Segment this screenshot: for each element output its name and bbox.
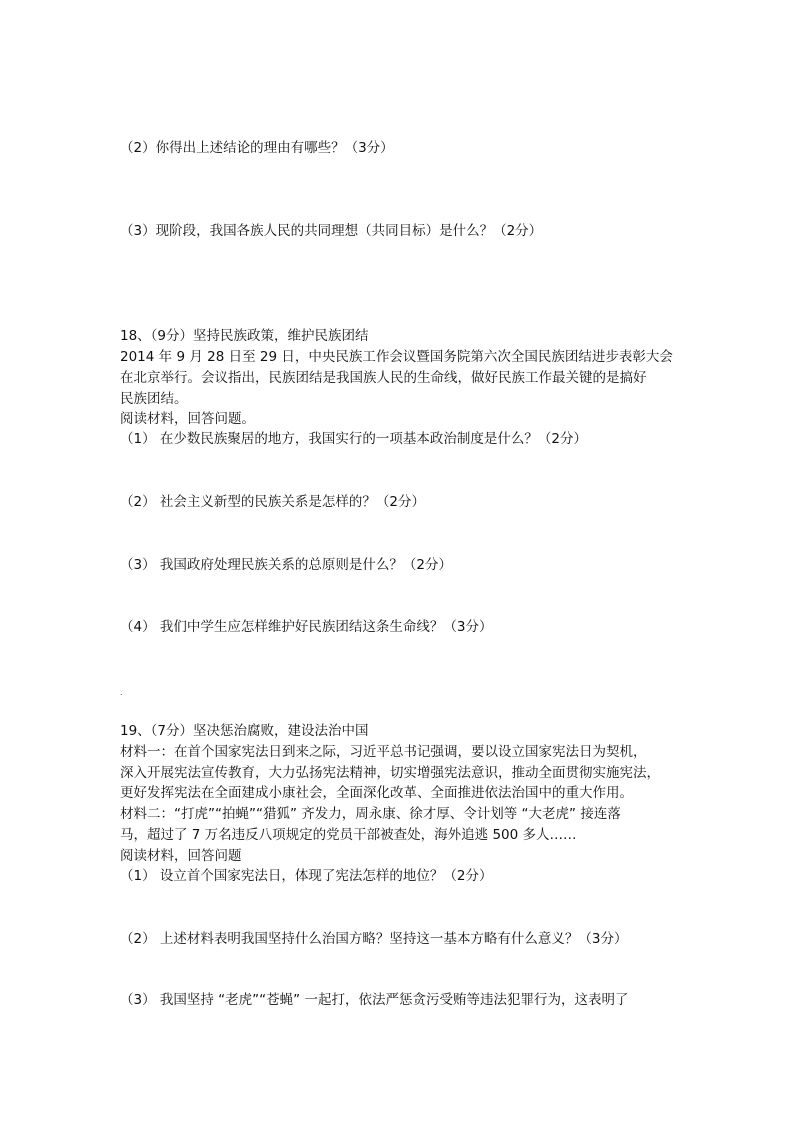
q19-material-line: 深入开展宪法宣传教育，大力弘扬宪法精神，切实增强宪法意识，推动全面贯彻实施宪法， [120, 765, 660, 781]
q19-material-line: 材料一：在首个国家宪法日到来之际，习近平总书记强调，要以设立国家宪法日为契机， [120, 744, 647, 760]
q18-sub1: （1） 在少数民族聚居的地方，我国实行的一项基本政治制度是什么？（2分） [120, 431, 587, 447]
q18-prompt: 阅读材料，回答问题。 [120, 411, 255, 427]
q17-sub3: （3）现阶段，我国各族人民的共同理想（共同目标）是什么？（2分） [120, 223, 543, 239]
q19-sub2: （2） 上述材料表明我国坚持什么治国方略？坚持这一基本方略有什么意义？（3分） [120, 931, 628, 947]
q18-material-line: 2014 年 9 月 28 日至 29 日，中央民族工作会议暨国务院第六次全国民族团结进步表彰大会 [120, 349, 673, 365]
q19-material-line: 更好发挥宪法在全面建成小康社会，全面深化改革、全面推进依法治国中的重大作用。 [120, 785, 633, 801]
q19-material-line: 马，超过了 7 万名违反八项规定的党员干部被查处，海外追逃 500 多人…… [120, 827, 577, 843]
q19-title: 19、（7分）坚决惩治腐败，建设法治中国 [120, 723, 369, 739]
q18-material-line: 在北京举行。会议指出，民族团结是我国族人民的生命线，做好民族工作最关键的是搞好 [120, 370, 647, 386]
q18-sub3: （3） 我国政府处理民族关系的总原则是什么？（2分） [120, 557, 452, 573]
q18-material-line: 民族团结。 [120, 391, 188, 407]
separator-dot: . [120, 688, 123, 697]
q19-sub3: （3） 我国坚持 “老虎”“苍蝇” 一起打，依法严惩贪污受贿等违法犯罪行为，这表明了 [120, 992, 629, 1008]
q18-title: 18、（9分）坚持民族政策，维护民族团结 [120, 328, 369, 344]
q19-material-line: 材料二：“打虎”“拍蝇”“猎狐” 齐发力，周永康、徐才厚、令计划等 “大老虎” 接连落 [120, 806, 621, 822]
q17-sub2: （2）你得出上述结论的理由有哪些？（3分） [120, 140, 394, 156]
q19-sub1: （1） 设立首个国家宪法日，体现了宪法怎样的地位？（2分） [120, 868, 493, 884]
q18-sub4: （4） 我们中学生应怎样维护好民族团结这条生命线？（3分） [120, 619, 493, 635]
q19-prompt: 阅读材料，回答问题 [120, 848, 242, 864]
q18-sub2: （2） 社会主义新型的民族关系是怎样的？（2分） [120, 494, 425, 510]
